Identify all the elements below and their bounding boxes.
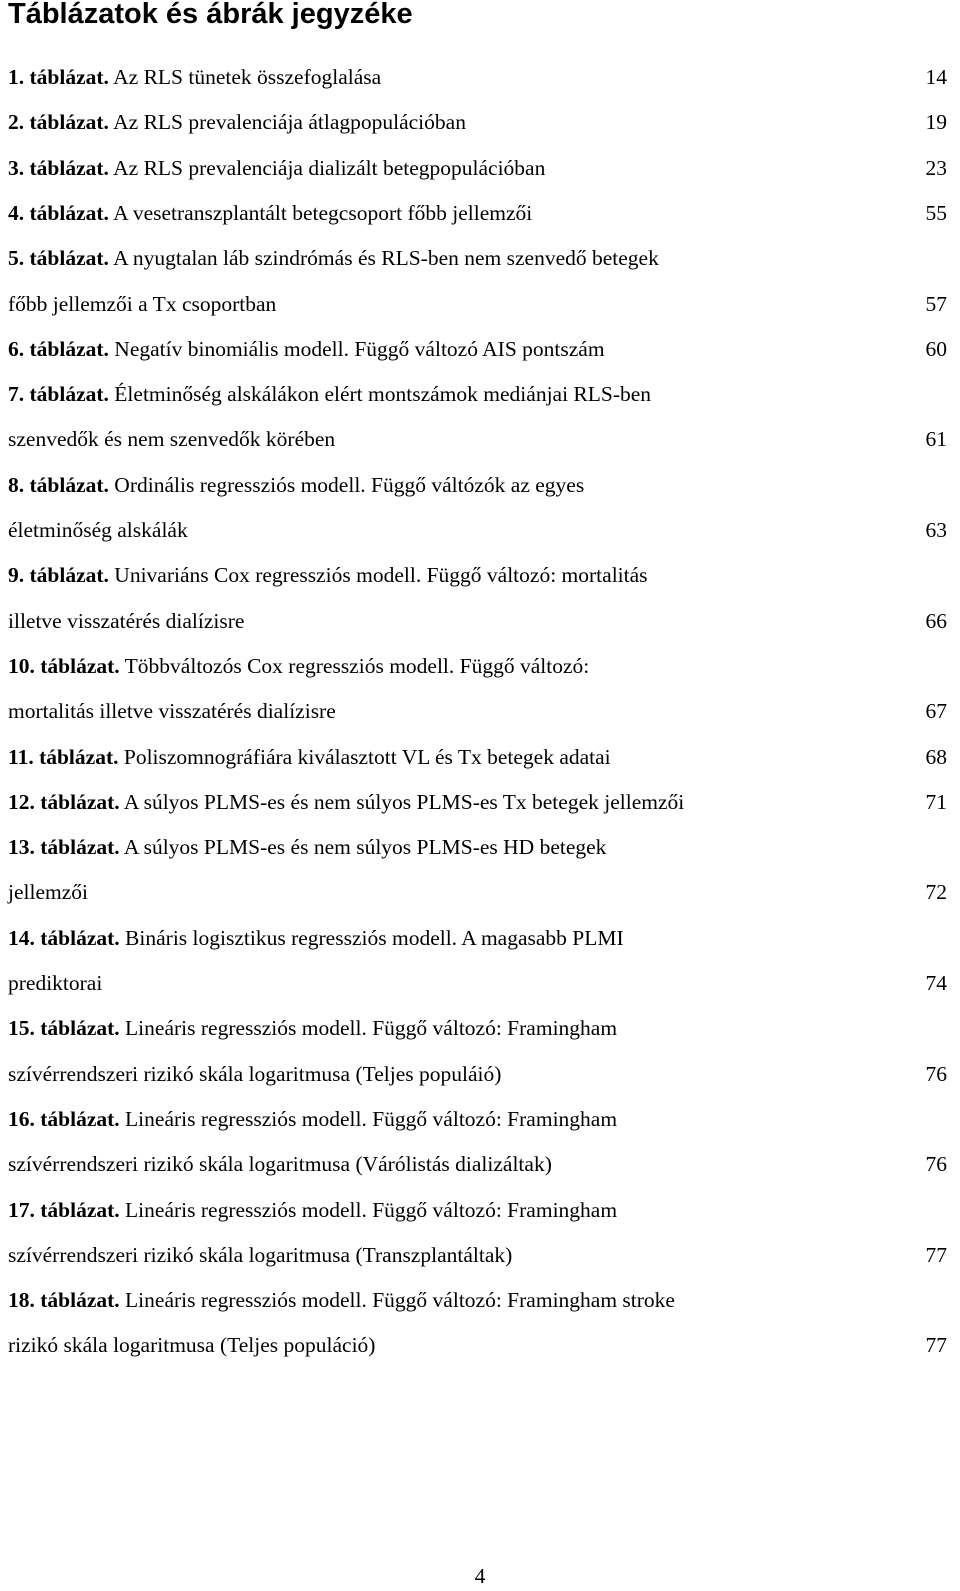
table-caption: rizikó skála logaritmusa (Teljes populáció)	[8, 1333, 376, 1357]
toc-entry-line	[8, 106, 947, 138]
page-reference: 55	[925, 201, 947, 225]
toc-entry-line	[8, 378, 947, 410]
table-caption: Életminőség alskálákon elért montszámok mediánjai RLS-ben	[114, 382, 652, 406]
page-reference: 77	[925, 1333, 947, 1357]
page-reference: 74	[925, 971, 947, 995]
table-caption: életminőség alskálák	[8, 518, 188, 542]
table-caption: Lineáris regressziós modell. Függő változó: Framingham stroke	[125, 1288, 675, 1312]
table-number: 2. táblázat.	[8, 110, 109, 134]
table-number: 9. táblázat.	[8, 563, 109, 587]
toc-entry-line	[8, 876, 947, 908]
page-reference: 61	[925, 427, 947, 451]
table-caption: Negatív binomiális modell. Függő változó AIS pontszám	[114, 337, 605, 361]
toc-entry-line	[8, 1058, 947, 1090]
table-caption: szívérrendszeri rizikó skála logaritmusa (Teljes populáió)	[8, 1062, 502, 1086]
toc-entry-line	[8, 605, 947, 637]
table-caption: jellemzői	[8, 880, 88, 904]
toc-entry-line	[8, 741, 947, 773]
table-caption: Az RLS prevalenciája dializált betegpopulációban	[113, 156, 546, 180]
toc-entry-line	[8, 695, 947, 727]
table-caption: illetve visszatérés dialízisre	[8, 609, 245, 633]
toc-entry-line	[8, 1329, 947, 1361]
table-number: 5. táblázat.	[8, 246, 109, 270]
toc-entry-line	[8, 786, 947, 818]
table-number: 11. táblázat.	[8, 745, 119, 769]
toc-entry-line	[8, 1012, 947, 1044]
page-reference: 77	[925, 1243, 947, 1267]
table-number: 17. táblázat.	[8, 1198, 120, 1222]
table-caption: Az RLS prevalenciája átlagpopulációban	[113, 110, 466, 134]
page-reference: 23	[925, 156, 947, 180]
table-number: 4. táblázat.	[8, 201, 109, 225]
toc-entry-line	[8, 423, 947, 455]
table-caption: szívérrendszeri rizikó skála logaritmusa (Várólistás dializáltak)	[8, 1152, 552, 1176]
page-reference: 57	[925, 292, 947, 316]
page-reference: 67	[925, 699, 947, 723]
table-caption: Az RLS tünetek összefoglalása	[113, 65, 382, 89]
page-reference: 71	[925, 790, 947, 814]
page-reference: 63	[925, 518, 947, 542]
toc-entry-line	[8, 559, 947, 591]
page-reference: 68	[925, 745, 947, 769]
page-reference: 72	[925, 880, 947, 904]
toc-entry-line	[8, 242, 947, 274]
toc-entry-line	[8, 1239, 947, 1271]
table-caption: szenvedők és nem szenvedők körében	[8, 427, 336, 451]
table-caption: szívérrendszeri rizikó skála logaritmusa (Transzplantáltak)	[8, 1243, 513, 1267]
toc-entry-line	[8, 1148, 947, 1180]
table-number: 1. táblázat.	[8, 65, 109, 89]
toc-entry-line	[8, 1103, 947, 1135]
table-caption: Lineáris regressziós modell. Függő változó: Framingham	[125, 1107, 618, 1131]
table-number: 8. táblázat.	[8, 473, 109, 497]
table-number: 3. táblázat.	[8, 156, 109, 180]
page-reference: 60	[925, 337, 947, 361]
table-caption: Bináris logisztikus regressziós modell. A magasabb PLMI	[125, 926, 624, 950]
toc-entry-line	[8, 650, 947, 682]
table-number: 7. táblázat.	[8, 382, 109, 406]
page-title: Táblázatok és ábrák jegyzéke	[8, 0, 413, 30]
table-number: 15. táblázat.	[8, 1016, 120, 1040]
table-caption: A súlyos PLMS-es és nem súlyos PLMS-es Tx betegek jellemzői	[123, 790, 685, 814]
table-caption: Univariáns Cox regressziós modell. Függő változó: mortalitás	[114, 563, 648, 587]
table-number: 13. táblázat.	[8, 835, 120, 859]
table-caption: főbb jellemzői a Tx csoportban	[8, 292, 277, 316]
toc-entry-line	[8, 514, 947, 546]
table-number: 6. táblázat.	[8, 337, 109, 361]
table-caption: Ordinális regressziós modell. Függő váltózók az egyes	[114, 473, 585, 497]
table-caption: A súlyos PLMS-es és nem súlyos PLMS-es HD betegek	[123, 835, 607, 859]
table-caption: Többváltozós Cox regressziós modell. Függő változó:	[124, 654, 590, 678]
page-reference: 14	[925, 65, 947, 89]
toc-entry-line	[8, 197, 947, 229]
toc-entry-line	[8, 1194, 947, 1226]
page-reference: 19	[925, 110, 947, 134]
page-reference: 76	[925, 1152, 947, 1176]
toc-entry-line	[8, 288, 947, 320]
table-caption: Lineáris regressziós modell. Függő változó: Framingham	[125, 1016, 618, 1040]
table-caption: prediktorai	[8, 971, 103, 995]
table-number: 18. táblázat.	[8, 1288, 120, 1312]
toc-entry-line	[8, 333, 947, 365]
table-number: 16. táblázat.	[8, 1107, 120, 1131]
page-number: 4	[474, 1564, 486, 1588]
table-caption: A vesetranszplantált betegcsoport főbb jellemzői	[113, 201, 533, 225]
toc-entry-line	[8, 967, 947, 999]
table-number: 12. táblázat.	[8, 790, 120, 814]
toc-entry-line	[8, 469, 947, 501]
table-caption: Lineáris regressziós modell. Függő változó: Framingham	[125, 1198, 618, 1222]
table-number: 14. táblázat.	[8, 926, 120, 950]
toc-entry-line	[8, 1284, 947, 1316]
toc-entry-line	[8, 922, 947, 954]
table-caption: A nyugtalan láb szindrómás és RLS-ben nem szenvedő betegek	[113, 246, 659, 270]
table-caption: mortalitás illetve visszatérés dialízisre	[8, 699, 336, 723]
toc-entry-line	[8, 61, 947, 93]
table-caption: Poliszomnográfiára kiválasztott VL és Tx betegek adatai	[123, 745, 611, 769]
table-number: 10. táblázat.	[8, 654, 120, 678]
page-reference: 76	[925, 1062, 947, 1086]
toc-entry-line	[8, 152, 947, 184]
toc-entry-line	[8, 831, 947, 863]
page-reference: 66	[925, 609, 947, 633]
